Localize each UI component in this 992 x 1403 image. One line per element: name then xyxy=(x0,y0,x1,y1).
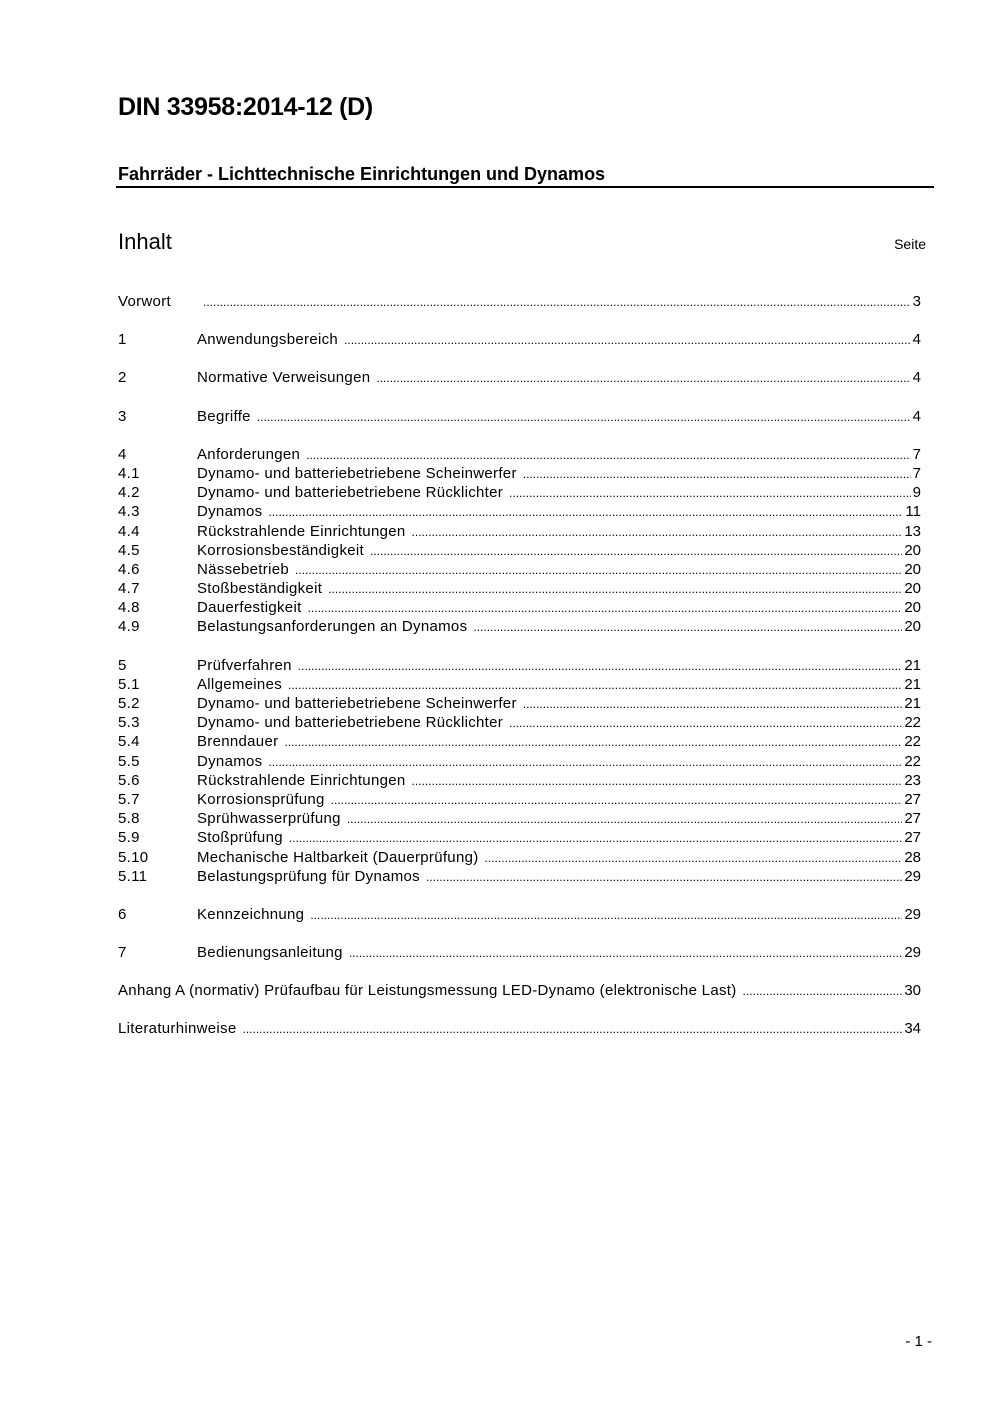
toc-leader-dots xyxy=(370,542,902,561)
toc-label: Mechanische Haltbarkeit (Dauerprüfung) xyxy=(197,848,479,866)
toc-label: Dynamos xyxy=(197,752,263,770)
toc-label: Anhang A (normativ) Prüfaufbau für Leistungsmessung LED-Dynamo (elektronische Last) xyxy=(118,982,737,1000)
toc-entry[interactable] xyxy=(118,943,921,962)
toc-page: 20 xyxy=(904,541,921,559)
toc-entry[interactable] xyxy=(118,809,921,828)
toc-label: Dynamo- und batteriebetriebene Rücklichter xyxy=(197,714,504,732)
toc-leader-dots xyxy=(268,753,902,772)
toc-entry[interactable] xyxy=(118,752,921,771)
toc-entry[interactable] xyxy=(118,483,921,502)
toc-label: Stoßprüfung xyxy=(197,829,283,847)
toc-label: Dynamo- und batteriebetriebene Rücklichter xyxy=(197,484,504,502)
toc-page: 4 xyxy=(912,369,921,387)
toc-number: 5.11 xyxy=(118,867,148,885)
toc-page: 22 xyxy=(904,752,921,770)
toc-leader-dots xyxy=(257,408,911,427)
toc-entry[interactable] xyxy=(118,292,921,311)
toc-page: 27 xyxy=(904,790,921,808)
toc-entry[interactable] xyxy=(118,905,921,924)
toc-leader-dots xyxy=(331,791,903,810)
toc-label: Begriffe xyxy=(197,407,251,425)
toc-number: 4.7 xyxy=(118,580,140,598)
toc-label: Korrosionsprüfung xyxy=(197,790,325,808)
toc-leader-dots xyxy=(284,733,902,752)
toc-label: Nässebetrieb xyxy=(197,560,289,578)
toc-leader-dots xyxy=(298,657,903,676)
toc-page: 27 xyxy=(904,829,921,847)
toc-leader-dots xyxy=(426,868,902,887)
toc-entry[interactable] xyxy=(118,848,921,867)
toc-page: 21 xyxy=(904,675,921,693)
toc-label: Prüfverfahren xyxy=(197,656,292,674)
toc-entry[interactable] xyxy=(118,502,921,521)
doc-title: Fahrräder - Lichttechnische Einrichtungen und Dynamos xyxy=(118,164,606,184)
toc-leader-dots xyxy=(412,523,903,542)
toc-entry[interactable] xyxy=(118,522,921,541)
toc-leader-dots xyxy=(523,465,911,484)
toc-number: 4.4 xyxy=(118,522,140,540)
toc-entry[interactable] xyxy=(118,617,921,636)
toc-page: 3 xyxy=(912,293,921,310)
toc-entry[interactable] xyxy=(118,981,921,1000)
toc-page: 11 xyxy=(905,503,921,521)
toc-label: Stoßbeständigkeit xyxy=(197,580,323,598)
toc-number: 7 xyxy=(118,944,127,962)
toc-page: 20 xyxy=(904,580,921,598)
toc-page: 34 xyxy=(904,1020,921,1038)
toc-number: 2 xyxy=(118,369,127,387)
toc-leader-dots xyxy=(306,446,911,465)
toc-leader-dots xyxy=(344,331,911,350)
toc-leader-dots xyxy=(310,906,902,925)
toc-number: 6 xyxy=(118,905,127,923)
toc-page: 23 xyxy=(904,771,921,789)
toc-page: 20 xyxy=(904,618,921,636)
toc-entry[interactable] xyxy=(118,675,921,694)
toc-label: Dynamos xyxy=(197,503,263,521)
toc-leader-dots xyxy=(412,772,903,791)
toc-entry[interactable] xyxy=(118,694,921,713)
toc-number: 5.1 xyxy=(118,675,140,693)
toc-entry[interactable] xyxy=(118,713,921,732)
toc-entry[interactable] xyxy=(118,560,921,579)
toc-label: Rückstrahlende Einrichtungen xyxy=(197,522,406,540)
toc-leader-dots xyxy=(295,561,902,580)
toc-number: 4 xyxy=(118,445,127,463)
toc-label: Korrosionsbeständigkeit xyxy=(197,541,364,559)
doc-number: DIN 33958:2014-12 (D) xyxy=(118,93,373,121)
toc-leader-dots xyxy=(509,484,911,503)
toc-number: 5.3 xyxy=(118,714,140,732)
toc-label: Dynamo- und batteriebetriebene Scheinwerfer xyxy=(197,464,517,482)
toc-leader-dots xyxy=(288,676,902,695)
toc-entry[interactable] xyxy=(118,368,921,387)
toc-label: Sprühwasserprüfung xyxy=(197,810,341,828)
page-number: - 1 - xyxy=(905,1333,932,1350)
toc-label: Belastungsanforderungen an Dynamos xyxy=(197,618,468,636)
toc-leader-dots xyxy=(349,944,902,963)
toc-leader-dots xyxy=(243,1020,903,1039)
toc-number: 4.2 xyxy=(118,484,140,502)
toc-entry[interactable] xyxy=(118,867,921,886)
table-of-contents xyxy=(118,292,921,1039)
toc-page: 13 xyxy=(904,522,921,540)
toc-leader-dots xyxy=(268,503,903,522)
toc-page: 7 xyxy=(912,445,921,463)
toc-entry[interactable] xyxy=(118,828,921,847)
toc-number: 4.8 xyxy=(118,599,140,617)
toc-page: 29 xyxy=(904,867,921,885)
toc-page: 4 xyxy=(912,331,921,349)
toc-entry[interactable] xyxy=(118,541,921,560)
toc-entry[interactable] xyxy=(118,732,921,751)
toc-label: Literaturhinweise xyxy=(118,1020,237,1038)
toc-number: 4.9 xyxy=(118,618,140,636)
toc-label: Kennzeichnung xyxy=(197,905,305,923)
toc-page: 29 xyxy=(904,905,921,923)
toc-label: Brenndauer xyxy=(197,733,279,751)
toc-number: 5.10 xyxy=(118,848,149,866)
toc-entry[interactable] xyxy=(118,790,921,809)
toc-number: 3 xyxy=(118,407,127,425)
toc-page: 20 xyxy=(904,599,921,617)
toc-leader-dots xyxy=(473,618,902,637)
toc-label: Bedienungsanleitung xyxy=(197,944,343,962)
toc-leader-dots xyxy=(523,695,903,714)
toc-leader-dots xyxy=(203,293,911,312)
toc-leader-dots xyxy=(289,829,902,848)
toc-page: 20 xyxy=(904,560,921,578)
toc-page: 30 xyxy=(904,982,921,1000)
toc-label: Anforderungen xyxy=(197,445,301,463)
toc-label: Normative Verweisungen xyxy=(197,369,371,387)
toc-entry[interactable] xyxy=(118,330,921,349)
toc-label: Dynamo- und batteriebetriebene Scheinwerfer xyxy=(197,695,517,712)
toc-page: 4 xyxy=(912,407,921,425)
toc-page: 22 xyxy=(904,714,921,732)
toc-page: 21 xyxy=(904,656,921,674)
title-rule xyxy=(116,186,934,188)
toc-label: Dauerfestigkeit xyxy=(197,599,302,617)
toc-heading: Inhalt xyxy=(118,229,172,254)
toc-entry[interactable] xyxy=(118,407,921,426)
toc-entry[interactable] xyxy=(118,464,921,483)
toc-entry[interactable] xyxy=(118,598,921,617)
toc-leader-dots xyxy=(308,599,903,618)
toc-number: 4.1 xyxy=(118,464,140,482)
toc-page: 21 xyxy=(904,695,921,712)
toc-number: 4.6 xyxy=(118,560,140,578)
toc-label: Allgemeines xyxy=(197,675,283,693)
toc-leader-dots xyxy=(509,714,902,733)
toc-entry[interactable] xyxy=(118,579,921,598)
toc-leader-dots xyxy=(376,369,910,388)
toc-entry[interactable] xyxy=(118,445,921,464)
toc-page: 27 xyxy=(904,810,921,828)
toc-number: 5.6 xyxy=(118,771,140,789)
toc-label: Belastungsprüfung für Dynamos xyxy=(197,867,420,885)
toc-page: 7 xyxy=(912,464,921,482)
toc-number: 5.9 xyxy=(118,829,140,847)
toc-number: 4.5 xyxy=(118,541,140,559)
toc-label: Vorwort xyxy=(118,293,171,310)
toc-number: 5.4 xyxy=(118,733,140,751)
toc-number: 5.7 xyxy=(118,790,140,808)
toc-page: 22 xyxy=(904,733,921,751)
toc-number: 5 xyxy=(118,656,127,674)
toc-entry[interactable] xyxy=(118,656,921,675)
toc-leader-dots xyxy=(347,810,902,829)
toc-number: 4.3 xyxy=(118,503,140,521)
toc-entry[interactable] xyxy=(118,1019,921,1038)
toc-label: Rückstrahlende Einrichtungen xyxy=(197,771,406,789)
toc-leader-dots xyxy=(743,982,903,1001)
toc-number: 5.8 xyxy=(118,810,140,828)
toc-entry[interactable] xyxy=(118,771,921,790)
toc-page: 9 xyxy=(912,484,921,502)
toc-leader-dots xyxy=(485,849,903,868)
page-column-label: Seite xyxy=(894,236,926,252)
toc-number: 1 xyxy=(118,331,127,349)
toc-page: 29 xyxy=(904,944,921,962)
toc-leader-dots xyxy=(328,580,902,599)
toc-label: Anwendungsbereich xyxy=(197,331,339,349)
toc-number: 5.5 xyxy=(118,752,140,770)
toc-page: 28 xyxy=(904,848,921,866)
toc-number: 5.2 xyxy=(118,695,140,712)
